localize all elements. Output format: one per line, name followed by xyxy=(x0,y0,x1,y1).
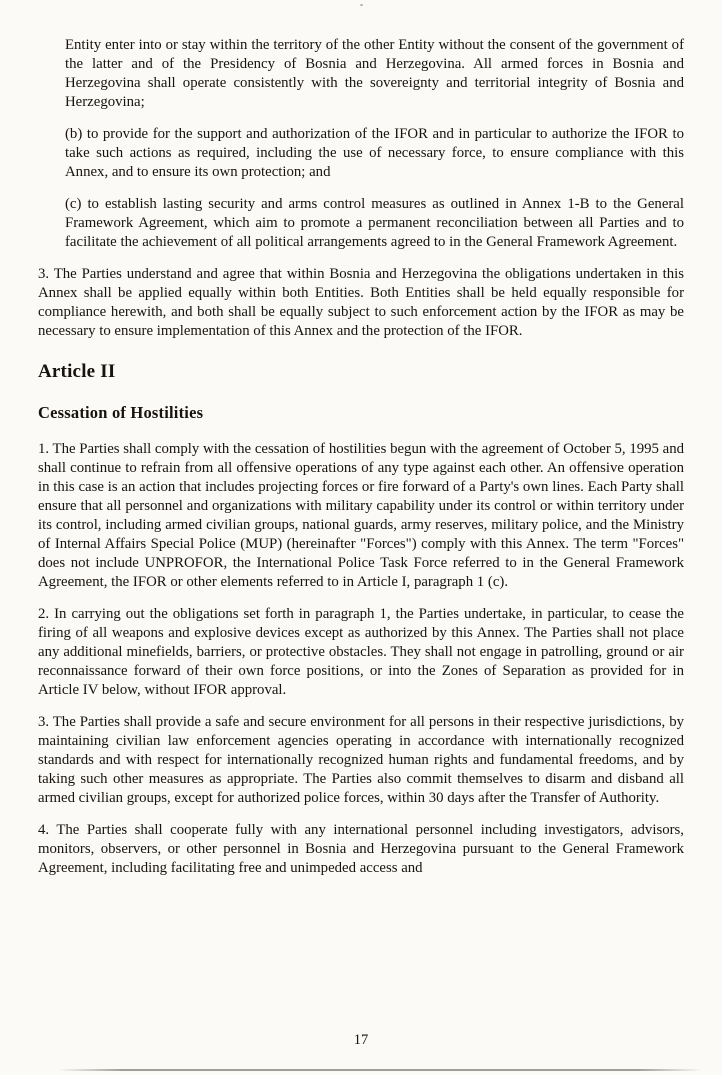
paragraph-ii-2: 2. In carrying out the obligations set forth in paragraph 1, the Parties undertake, in particular, to cease the firing of all weapons and explosive devices except as authorized by this Annex. The Parties shall not place any additional minefields, barriers, or protective obstacles. They shall not engage in patrolling, ground or air reconnaissance forward of their own force positions, or into the Zones of Separation as provided for in Article IV below, without IFOR approval. xyxy=(38,606,684,698)
paragraph-ii-3: 3. The Parties shall provide a safe and secure environment for all persons in their respective jurisdictions, by maintaining civilian law enforcement agencies operating in accordance with internationally recognized standards and with respect for internationally recognized human rights and fundamental freedoms, and by taking such other measures as appropriate. The Parties also commit themselves to disarm and disband all armed civilian groups, except for authorized police forces, within 30 days after the Transfer of Authority. xyxy=(38,714,684,806)
scan-speck-artifact xyxy=(360,4,363,6)
paragraph-subsection-c: (c) to establish lasting security and arms control measures as outlined in Annex 1-B to the General Framework Agreement, which aim to promote a permanent reconciliation between all Parties and to facilitate the achievement of all political arrangements agreed to in the General Framework Agreement. xyxy=(65,196,684,250)
section-heading: Cessation of Hostilities xyxy=(38,403,204,422)
paragraph-ii-4: 4. The Parties shall cooperate fully with any international personnel including investigators, advisors, monitors, observers, or other personnel in Bosnia and Herzegovina pursuant to the General Framework Agreement, including facilitating free and unimpeded access and xyxy=(38,822,684,876)
page-number: 17 xyxy=(353,1032,369,1048)
paragraph-3: 3. The Parties understand and agree that within Bosnia and Herzegovina the obligations undertaken in this Annex shall be applied equally within both Entities. Both Entities shall be held equally responsible for compliance herewith, and both shall be equally subject to such enforcement action by the IFOR as may be necessary to ensure implementation of this Annex and the protection of the IFOR. xyxy=(38,266,684,339)
paragraph-ii-1: 1. The Parties shall comply with the cessation of hostilities begun with the agreement of October 5, 1995 and shall continue to refrain from all offensive operations of any type against each other. An offensive operation in this case is an action that includes projecting forces or fire forward of a Party's own lines. Each Party shall ensure that all personnel and organizations with military capability under its control or within territory under its control, including armed civilian groups, national guards, army reserves, military police, and the Ministry of Internal Affairs Special Police (MUP) (hereinafter "Forces") comply with this Annex. The term "Forces" does not include UNPROFOR, the International Police Task Force referred to in the General Framework Agreement, the IFOR or other elements referred to in Article I, paragraph 1 (c). xyxy=(38,441,684,590)
article-heading: Article II xyxy=(38,361,116,382)
paragraph-article1-continuation: Entity enter into or stay within the territory of the other Entity without the consent of the government of the latter and of the Presidency of Bosnia and Herzegovina. All armed forces in Bosnia and Herzegovina shall operate consistently with the sovereignty and territorial integrity of Bosnia and Herzegovina; xyxy=(65,37,684,110)
scan-edge-artifact xyxy=(58,1069,702,1071)
paragraph-subsection-b: (b) to provide for the support and authorization of the IFOR and in particular to authorize the IFOR to take such actions as required, including the use of necessary force, to ensure compliance with this Annex, and to ensure its own protection; and xyxy=(65,126,684,180)
